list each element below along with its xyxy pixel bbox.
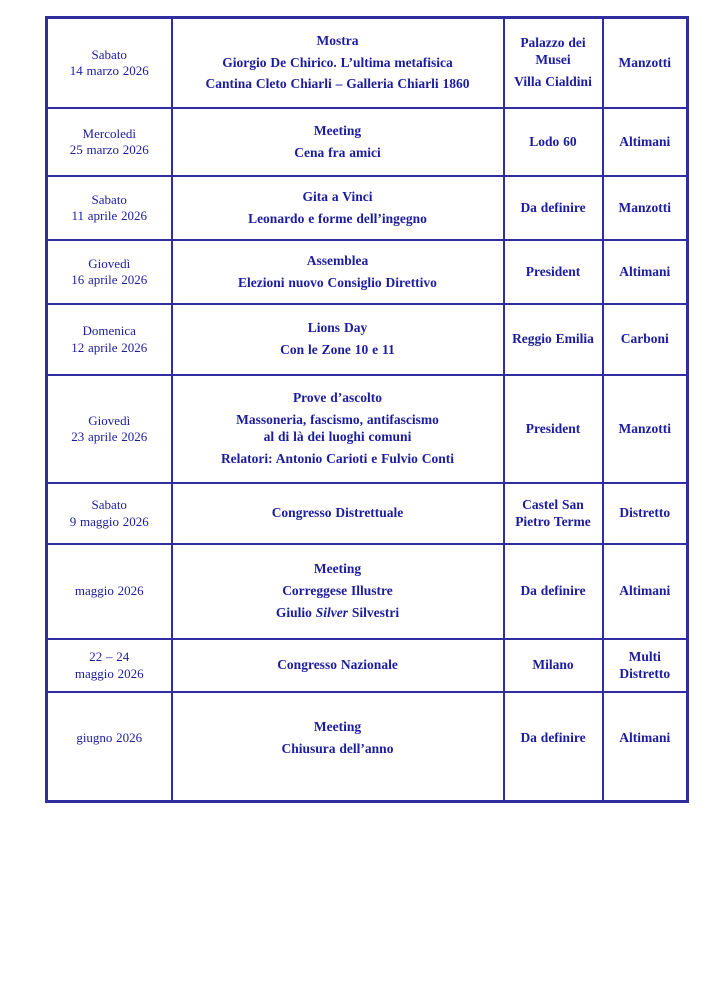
cell-paragraph: Da definire	[520, 729, 586, 745]
cell-paragraph: Relatori: Antonio Carioti e Fulvio Conti	[220, 450, 455, 466]
table-row	[47, 240, 688, 304]
cell-paragraph: Meeting	[313, 718, 362, 734]
cell-paragraph: Carboni	[620, 331, 669, 347]
cell-paragraph: Mercoledì 25 marzo 2026	[69, 125, 149, 157]
event-referent-cell	[603, 483, 688, 544]
event-description-cell	[172, 108, 504, 176]
event-location-cell	[504, 108, 603, 176]
table-row	[47, 692, 688, 802]
cell-paragraph: Leonardo e forme dell’ingegno	[248, 210, 427, 226]
event-location-cell	[504, 240, 603, 304]
table-row	[47, 176, 688, 240]
cell-paragraph: Sabato 14 marzo 2026	[69, 46, 149, 78]
table-row	[47, 304, 688, 375]
cell-paragraph: Sabato 11 aprile 2026	[71, 191, 148, 223]
event-location-cell	[504, 692, 603, 802]
event-referent-cell	[603, 692, 688, 802]
event-location-cell	[504, 483, 603, 544]
cell-paragraph: giugno 2026	[76, 729, 143, 745]
cell-paragraph: Da definire	[520, 583, 586, 599]
event-referent-cell	[603, 108, 688, 176]
event-date-cell	[47, 375, 172, 483]
event-date-cell	[47, 240, 172, 304]
event-location-cell	[504, 176, 603, 240]
event-date-cell	[47, 304, 172, 375]
event-description-cell	[172, 176, 504, 240]
cell-paragraph: Meeting	[313, 561, 362, 577]
cell-paragraph: Milano	[532, 657, 574, 673]
cell-paragraph: Gita a Vinci	[302, 188, 373, 204]
cell-paragraph: Massoneria, fascismo, antifascismo al di là dei luoghi comuni	[236, 412, 439, 444]
cell-paragraph: Altimani	[619, 133, 671, 149]
event-referent-cell	[603, 18, 688, 109]
cell-paragraph: Reggio Emilia	[512, 331, 594, 347]
italic-text: Silver	[315, 604, 348, 620]
cell-paragraph: Domenica 12 aprile 2026	[71, 323, 148, 355]
cell-paragraph: Assemblea	[306, 252, 369, 268]
event-location-cell	[504, 544, 603, 639]
event-description-cell	[172, 544, 504, 639]
cell-paragraph: Altimani	[619, 263, 671, 279]
cell-paragraph: President	[525, 420, 581, 436]
event-description-cell	[172, 692, 504, 802]
cell-paragraph: Congresso Distrettuale	[271, 505, 404, 521]
table-row	[47, 639, 688, 692]
event-referent-cell	[603, 375, 688, 483]
table-row	[47, 18, 688, 109]
cell-paragraph: Giovedì 16 aprile 2026	[71, 255, 148, 287]
cell-paragraph: Congresso Nazionale	[277, 657, 398, 673]
cell-paragraph: Manzotti	[618, 54, 671, 70]
cell-paragraph: Giulio Silver Silvestri	[275, 604, 400, 620]
cell-paragraph: Meeting	[313, 122, 362, 138]
cell-paragraph: Villa Cialdini	[514, 73, 592, 89]
cell-paragraph: Cena fra amici	[294, 144, 381, 160]
cell-paragraph: Giorgio De Chirico. L’ultima metafisica	[222, 54, 453, 70]
cell-paragraph: 22 – 24 maggio 2026	[74, 649, 144, 681]
cell-paragraph: Manzotti	[618, 420, 671, 436]
table-row	[47, 375, 688, 483]
event-date-cell	[47, 108, 172, 176]
cell-paragraph: Correggese Illustre	[282, 583, 393, 599]
cell-paragraph: Castel San Pietro Terme	[515, 496, 591, 529]
event-referent-cell	[603, 639, 688, 692]
cell-paragraph: Manzotti	[618, 199, 671, 215]
event-location-cell	[504, 304, 603, 375]
table-row	[47, 544, 688, 639]
event-description-cell	[172, 18, 504, 109]
cell-paragraph: Lions Day	[307, 320, 368, 336]
event-description-cell	[172, 240, 504, 304]
cell-paragraph: Cantina Cleto Chiarli – Galleria Chiarli 1860	[205, 76, 470, 92]
event-referent-cell	[603, 544, 688, 639]
event-date-cell	[47, 176, 172, 240]
event-date-cell	[47, 639, 172, 692]
cell-paragraph: Mostra	[316, 32, 359, 48]
event-location-cell	[504, 18, 603, 109]
table-row	[47, 483, 688, 544]
events-table	[45, 16, 689, 803]
event-referent-cell	[603, 304, 688, 375]
cell-paragraph: Giovedì 23 aprile 2026	[71, 412, 148, 444]
event-description-cell	[172, 483, 504, 544]
event-referent-cell	[603, 240, 688, 304]
cell-paragraph: Altimani	[619, 583, 671, 599]
event-location-cell	[504, 375, 603, 483]
cell-paragraph: Distretto	[619, 505, 671, 521]
cell-paragraph: Elezioni nuovo Consiglio Direttivo	[238, 274, 437, 290]
cell-paragraph: Lodo 60	[529, 133, 577, 149]
cell-paragraph: Con le Zone 10 e 11	[280, 342, 395, 357]
events-table-body	[47, 18, 688, 802]
cell-paragraph: Sabato 9 maggio 2026	[69, 497, 149, 529]
event-date-cell	[47, 544, 172, 639]
cell-paragraph: President	[525, 263, 581, 279]
event-description-cell	[172, 639, 504, 692]
event-description-cell	[172, 304, 504, 375]
cell-paragraph: Prove d’ascolto	[292, 390, 383, 406]
cell-paragraph: maggio 2026	[74, 583, 144, 599]
table-row	[47, 108, 688, 176]
event-description-cell	[172, 375, 504, 483]
cell-paragraph: Da definire	[520, 199, 586, 215]
cell-paragraph: Chiusura dell’anno	[281, 740, 394, 756]
event-date-cell	[47, 483, 172, 544]
event-date-cell	[47, 18, 172, 109]
event-location-cell	[504, 639, 603, 692]
event-date-cell	[47, 692, 172, 802]
cell-paragraph: Palazzo dei Musei	[520, 35, 586, 68]
cell-paragraph: Altimani	[619, 729, 671, 745]
cell-paragraph: Multi Distretto	[619, 648, 671, 681]
event-referent-cell	[603, 176, 688, 240]
